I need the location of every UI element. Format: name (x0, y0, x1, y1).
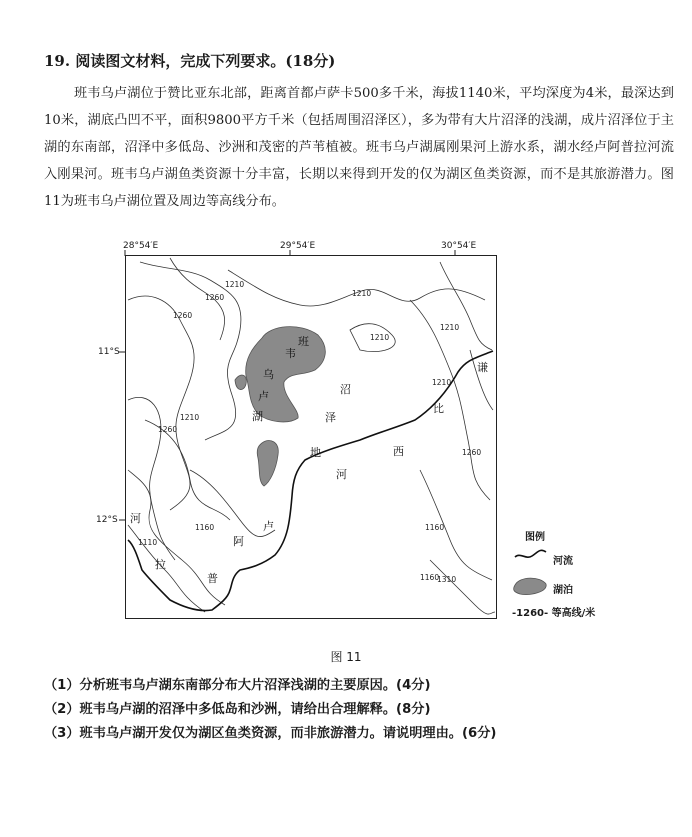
contour-label: 1210 (225, 280, 245, 289)
contour-label: 1260 (173, 311, 193, 320)
river-chambeshi-label-char: 西 (393, 445, 404, 458)
sub-question-3: （3）班韦乌卢湖开发仅为湖区鱼类资源，而非旅游潜力。请说明理由。(6分) (44, 726, 497, 741)
river-chambeshi-label-char: 比 (433, 402, 444, 415)
legend-title: 图例 (525, 532, 545, 543)
swamp-label-char: 泽 (325, 411, 336, 424)
river-chambeshi-label-char: 谦 (477, 361, 488, 374)
contour-label: 1110 (138, 538, 158, 547)
lake-label-char: 韦 (285, 347, 296, 360)
lake-label-char: 乌 (263, 368, 274, 381)
lake-label-char: 班 (298, 335, 309, 348)
question-title: 19. 阅读图文材料，完成下列要求。(18分) (44, 52, 336, 70)
contour-label: 1210 (440, 323, 460, 332)
contour-label: 1210 (370, 333, 390, 342)
legend-lake-symbol (514, 578, 547, 594)
contour-label: 1260 (205, 293, 225, 302)
contour-label: 1160 (425, 523, 445, 532)
river-luapula-label-char: 普 (207, 572, 218, 585)
contour-label: 1160 (420, 573, 440, 582)
longitude-label-1: 28°54′E (123, 241, 159, 251)
longitude-label-2: 29°54′E (280, 241, 316, 251)
latitude-label-2: 12°S (96, 515, 118, 525)
river-chambeshi-label-char: 河 (336, 468, 347, 481)
swamp-label-char: 沼 (340, 383, 351, 396)
river-luapula-label-char: 阿 (233, 535, 244, 548)
river-luapula-label-char: 卢 (263, 520, 274, 533)
contour-label: 1210 (352, 289, 372, 298)
figure-caption: 图 11 (330, 650, 362, 664)
sub-question-1: （1）分析班韦乌卢湖东南部分布大片沼泽浅湖的主要原因。(4分) (44, 678, 431, 693)
lake-shapes (235, 327, 325, 486)
legend-lake-label: 湖泊 (553, 585, 573, 596)
question-paragraph: 班韦乌卢湖位于赞比亚东北部，距离首都卢萨卡500多千米，海拔1140米，平均深度为4米，最深达到10米，湖底凸凹不平，面积9800平方千米（包括周围沼泽区），多为带有大片沼泽的浅湖，成片沼泽位于主湖的东南部，沼泽中多低岛、沙洲和茂密的芦苇植被。班韦乌卢湖属刚果河上游水系，湖水经卢阿普拉河流入刚果河。班韦乌卢湖鱼类资源十分丰富，长期以来得到开发的仅为湖区鱼类资源，而不是其旅游潜力。图11为班韦乌卢湖位置及周边等高线分布。 (44, 86, 674, 209)
contour-label: 1210 (432, 378, 452, 387)
contour-label: 1310 (437, 575, 457, 584)
lake-label-char: 卢 (258, 390, 269, 403)
contour-label: 1160 (195, 523, 215, 532)
contour-label: 1260 (462, 448, 482, 457)
river-luapula-label-char: 拉 (155, 558, 166, 571)
swamp-label-char: 地 (310, 446, 321, 459)
river-luapula-label-char: 河 (130, 512, 141, 525)
longitude-label-3: 30°54′E (441, 241, 477, 251)
legend-contour-label: -1260- 等高线/米 (512, 608, 596, 619)
lake-label-char: 湖 (252, 410, 263, 423)
legend-river-label: 河流 (553, 556, 573, 567)
contour-label: 1260 (158, 425, 178, 434)
contour-label: 1210 (180, 413, 200, 422)
sub-question-2: （2）班韦乌卢湖的沼泽中多低岛和沙洲，请给出合理解释。(8分) (44, 702, 431, 717)
latitude-label-1: 11°S (98, 347, 120, 357)
